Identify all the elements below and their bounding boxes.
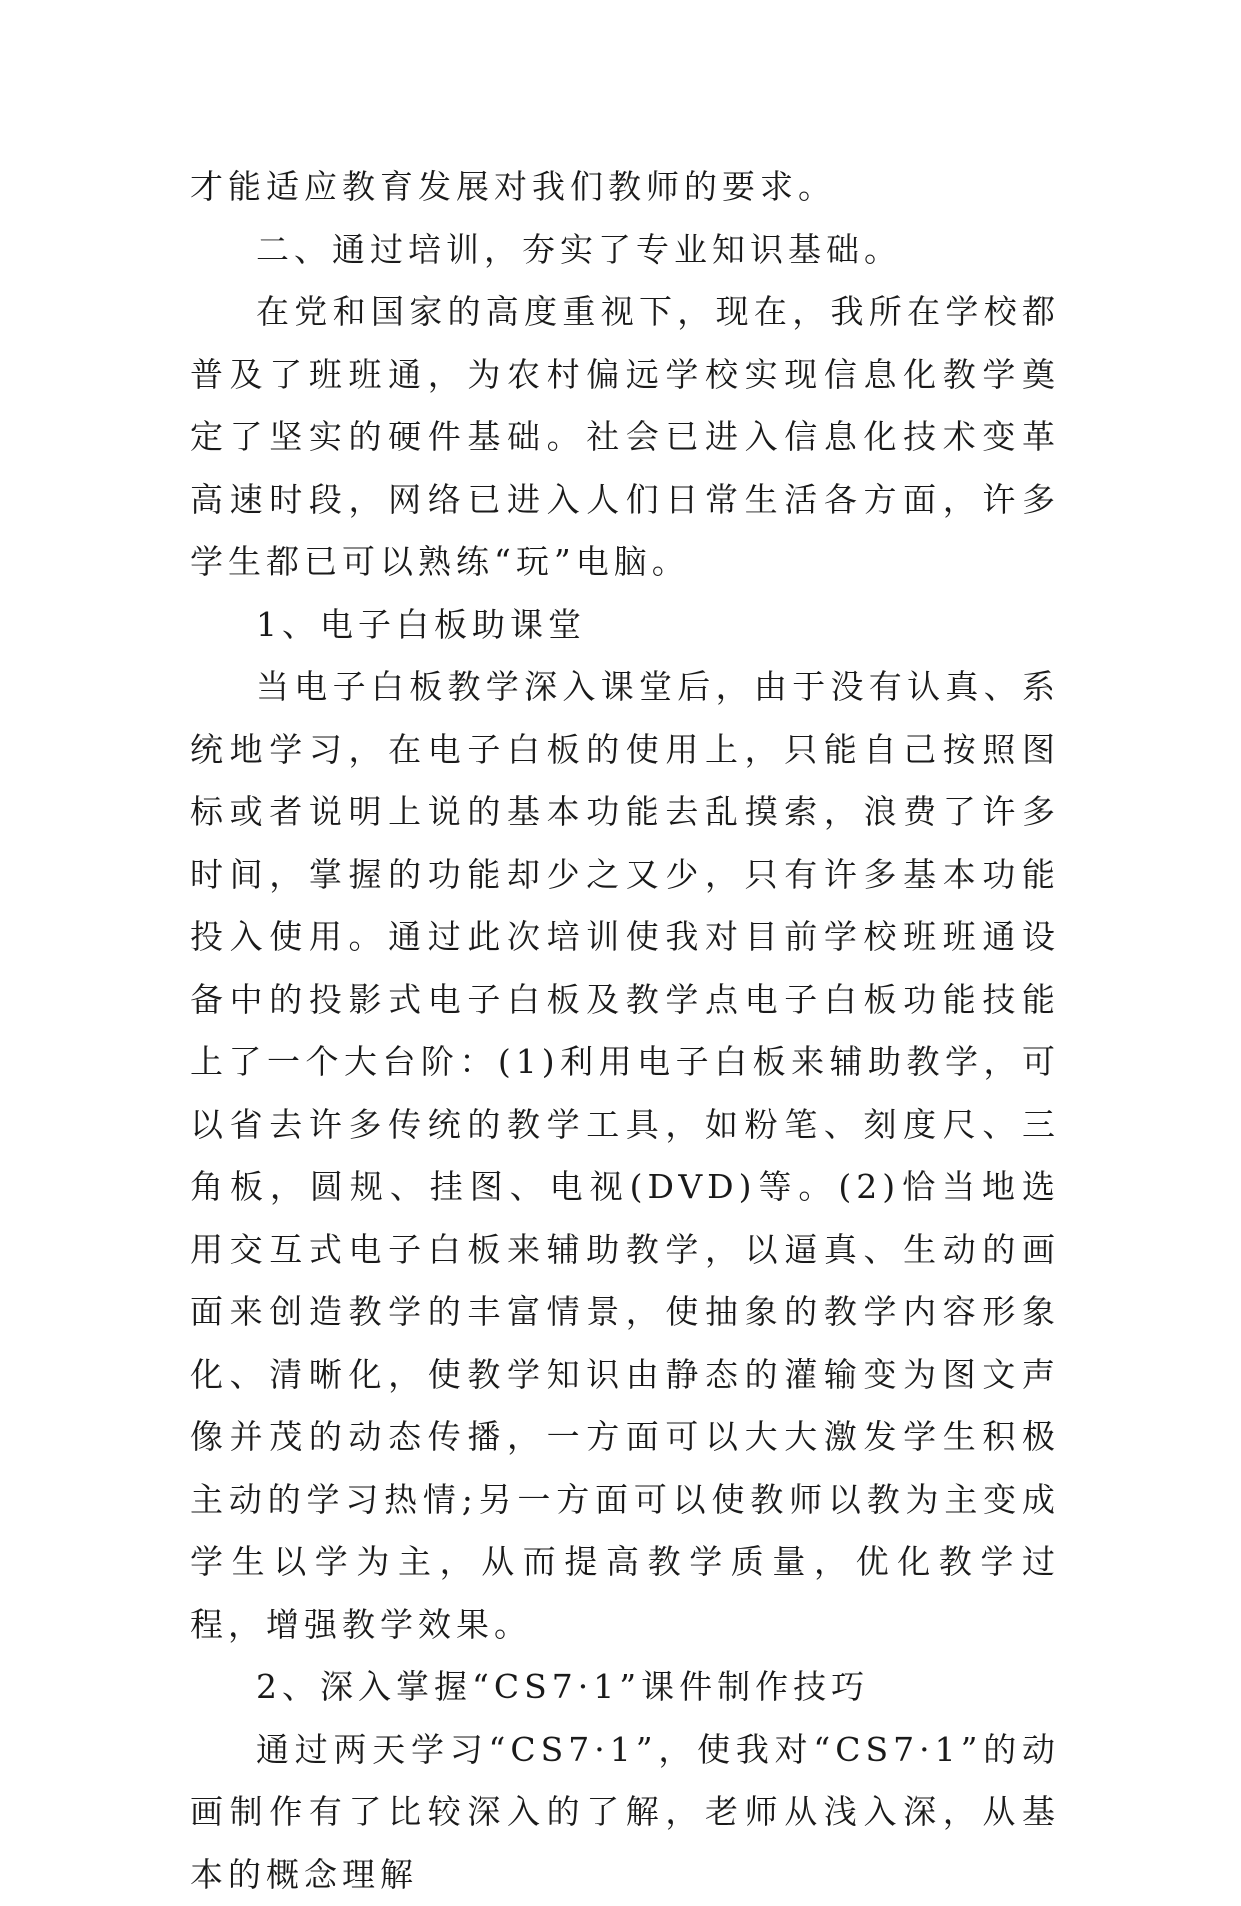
- paragraph-informatization: 在党和国家的高度重视下，现在，我所在学校都普及了班班通，为农村偏远学校实现信息化教学奠定了坚实的硬件基础。社会已进入信息化技术变革高速时段，网络已进入人们日常生活各方面，许多学生都已可以熟练“玩”电脑。: [190, 281, 1060, 594]
- document-body: [190, 156, 1060, 1906]
- section-heading-2: 二、通过培训，夯实了专业知识基础。: [190, 219, 1060, 282]
- subheading-courseware: 2、深入掌握“CS7·1”课件制作技巧: [190, 1656, 1060, 1719]
- paragraph-continuation: 才能适应教育发展对我们教师的要求。: [190, 156, 1060, 219]
- paragraph-whiteboard: 当电子白板教学深入课堂后，由于没有认真、系统地学习，在电子白板的使用上，只能自己按照图标或者说明上说的基本功能去乱摸索，浪费了许多时间，掌握的功能却少之又少，只有许多基本功能投入使用。通过此次培训使我对目前学校班班通设备中的投影式电子白板及教学点电子白板功能技能上了一个大台阶：(1)利用电子白板来辅助教学，可以省去许多传统的教学工具，如粉笔、刻度尺、三角板，圆规、挂图、电视(DVD)等。(2)恰当地选用交互式电子白板来辅助教学，以逼真、生动的画面来创造教学的丰富情景，使抽象的教学内容形象化、清晰化，使教学知识由静态的灌输变为图文声像并茂的动态传播，一方面可以大大激发学生积极主动的学习热情;另一方面可以使教师以教为主变成学生以学为主，从而提高教学质量，优化教学过程，增强教学效果。: [190, 656, 1060, 1656]
- subheading-whiteboard: 1、电子白板助课堂: [190, 594, 1060, 657]
- paragraph-courseware: 通过两天学习“CS7·1”，使我对“CS7·1”的动画制作有了比较深入的了解，老师从浅入深，从基本的概念理解: [190, 1719, 1060, 1906]
